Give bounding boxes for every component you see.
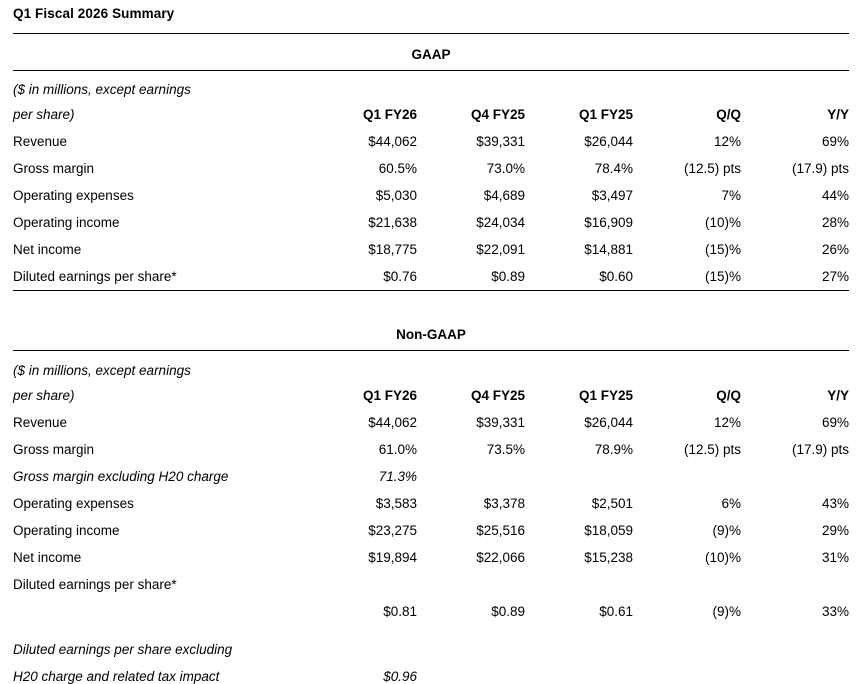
section-heading-gaap: GAAP [411, 47, 451, 62]
table-header-row [13, 378, 849, 403]
cell-value [525, 630, 633, 657]
cell-value: (9)% [712, 523, 741, 538]
cell-value: 26% [821, 242, 849, 257]
table-non-gaap [13, 355, 849, 684]
cell-value: 12% [713, 134, 741, 149]
cell-value: $3,378 [483, 496, 525, 511]
cell-value: $23,275 [368, 523, 417, 538]
row-label: Diluted earnings per share* [13, 269, 177, 284]
cell-value: $24,034 [476, 215, 525, 230]
row-label: Gross margin excluding H20 charge [13, 469, 229, 484]
cell-value: $25,516 [476, 523, 525, 538]
cell-value [633, 565, 741, 592]
cell-value: 73.5% [486, 442, 525, 457]
cell-value [309, 630, 417, 657]
table-header-row [13, 97, 849, 122]
cell-value: 7% [721, 188, 741, 203]
row-label: H20 charge and related tax impact [13, 669, 220, 684]
row-label: Operating expenses [13, 496, 134, 511]
cell-value: $22,066 [476, 550, 525, 565]
table-row [13, 74, 849, 97]
cell-value: 61.0% [378, 442, 417, 457]
column-header: Q1 FY25 [578, 388, 633, 403]
column-header: Q4 FY25 [470, 388, 525, 403]
cell-value: $19,894 [368, 550, 417, 565]
cell-value: 29% [821, 523, 849, 538]
cell-value [525, 565, 633, 592]
cell-value: $3,497 [591, 188, 633, 203]
row-label: Revenue [13, 415, 68, 430]
table-row [13, 511, 849, 538]
cell-value: $0.60 [599, 269, 633, 284]
cell-value: (12.5) pts [683, 161, 741, 176]
cell-value: $5,030 [375, 188, 417, 203]
unit-note-line1: ($ in millions, except earnings [13, 363, 191, 378]
cell-value: (10)% [704, 550, 741, 565]
cell-value [417, 657, 525, 684]
cell-value: $0.89 [491, 269, 525, 284]
column-header: Q/Q [716, 388, 741, 403]
cell-value: 78.4% [594, 161, 633, 176]
cell-value: $3,583 [375, 496, 417, 511]
column-header: Q1 FY26 [362, 107, 417, 122]
row-label: Diluted earnings per share excluding [13, 642, 233, 657]
cell-value: $18,059 [584, 523, 633, 538]
cell-value: $0.89 [491, 604, 525, 619]
cell-value [309, 565, 417, 592]
cell-value: 43% [821, 496, 849, 511]
table-row [13, 657, 849, 684]
cell-value: $16,909 [584, 215, 633, 230]
table-row [13, 122, 849, 149]
cell-value: $0.96 [383, 669, 417, 684]
cell-value: 6% [721, 496, 741, 511]
cell-value: 31% [821, 550, 849, 565]
cell-value: 28% [821, 215, 849, 230]
cell-value: (10)% [704, 215, 741, 230]
cell-value: $0.81 [383, 604, 417, 619]
row-label: Operating income [13, 215, 120, 230]
cell-value: $0.61 [599, 604, 633, 619]
cell-value [417, 630, 525, 657]
table-row-spacer [13, 619, 849, 630]
cell-value [741, 565, 849, 592]
section-heading-non-gaap: Non-GAAP [396, 327, 466, 342]
cell-value [633, 457, 741, 484]
table-row [13, 538, 849, 565]
cell-value: 12% [713, 415, 741, 430]
divider-non-gaap-header [13, 350, 849, 351]
table-row [13, 592, 849, 619]
cell-value: 71.3% [378, 469, 417, 484]
row-label [13, 592, 309, 619]
divider-gaap-header [13, 70, 849, 71]
cell-value: 27% [821, 269, 849, 284]
row-label: Operating expenses [13, 188, 134, 203]
cell-value: (12.5) pts [683, 442, 741, 457]
table-row [13, 355, 849, 378]
column-header: Q1 FY26 [362, 388, 417, 403]
cell-value: 44% [821, 188, 849, 203]
cell-value: (9)% [712, 604, 741, 619]
table-row [13, 630, 849, 657]
column-header: Q1 FY25 [578, 107, 633, 122]
table-row [13, 230, 849, 257]
table-row [13, 565, 849, 592]
cell-value: $26,044 [584, 415, 633, 430]
cell-value: 78.9% [594, 442, 633, 457]
cell-value: (15)% [704, 242, 741, 257]
cell-value: (17.9) pts [791, 161, 849, 176]
cell-value: $4,689 [483, 188, 525, 203]
table-row [13, 149, 849, 176]
row-label: Revenue [13, 134, 68, 149]
table-row [13, 430, 849, 457]
divider-top [13, 33, 849, 34]
cell-value [417, 457, 525, 484]
column-header: Y/Y [827, 388, 849, 403]
cell-value: $14,881 [584, 242, 633, 257]
column-header: Y/Y [827, 107, 849, 122]
cell-value: 73.0% [486, 161, 525, 176]
cell-value [633, 630, 741, 657]
table-row [13, 403, 849, 430]
unit-note-line2: per share) [13, 107, 75, 122]
unit-note-line1: ($ in millions, except earnings [13, 82, 191, 97]
cell-value: (17.9) pts [791, 442, 849, 457]
column-header: Q4 FY25 [470, 107, 525, 122]
table-gaap [13, 74, 849, 284]
page-title: Q1 Fiscal 2026 Summary [13, 6, 175, 21]
table-row [13, 176, 849, 203]
cell-value: 60.5% [378, 161, 417, 176]
cell-value: $0.76 [383, 269, 417, 284]
row-label: Diluted earnings per share* [13, 577, 177, 592]
cell-value: $44,062 [368, 134, 417, 149]
cell-value: $39,331 [476, 134, 525, 149]
cell-value: $26,044 [584, 134, 633, 149]
row-label: Gross margin [13, 161, 95, 176]
row-label: Operating income [13, 523, 120, 538]
cell-value: $39,331 [476, 415, 525, 430]
cell-value [525, 457, 633, 484]
table-row [13, 257, 849, 284]
cell-value [417, 565, 525, 592]
cell-value: 69% [821, 415, 849, 430]
cell-value: $18,775 [368, 242, 417, 257]
table-row [13, 484, 849, 511]
unit-note-line2: per share) [13, 388, 75, 403]
row-label: Net income [13, 242, 82, 257]
cell-value [741, 657, 849, 684]
cell-value: $22,091 [476, 242, 525, 257]
cell-value: 33% [821, 604, 849, 619]
table-row [13, 457, 849, 484]
row-label: Net income [13, 550, 82, 565]
cell-value [741, 630, 849, 657]
cell-value: $44,062 [368, 415, 417, 430]
cell-value: (15)% [704, 269, 741, 284]
cell-value: 69% [821, 134, 849, 149]
cell-value [525, 657, 633, 684]
row-label: Gross margin [13, 442, 95, 457]
table-row [13, 203, 849, 230]
cell-value: $21,638 [368, 215, 417, 230]
divider-gaap-bottom [13, 290, 849, 291]
cell-value [633, 657, 741, 684]
column-header: Q/Q [716, 107, 741, 122]
cell-value: $2,501 [591, 496, 633, 511]
cell-value [741, 457, 849, 484]
cell-value: $15,238 [584, 550, 633, 565]
